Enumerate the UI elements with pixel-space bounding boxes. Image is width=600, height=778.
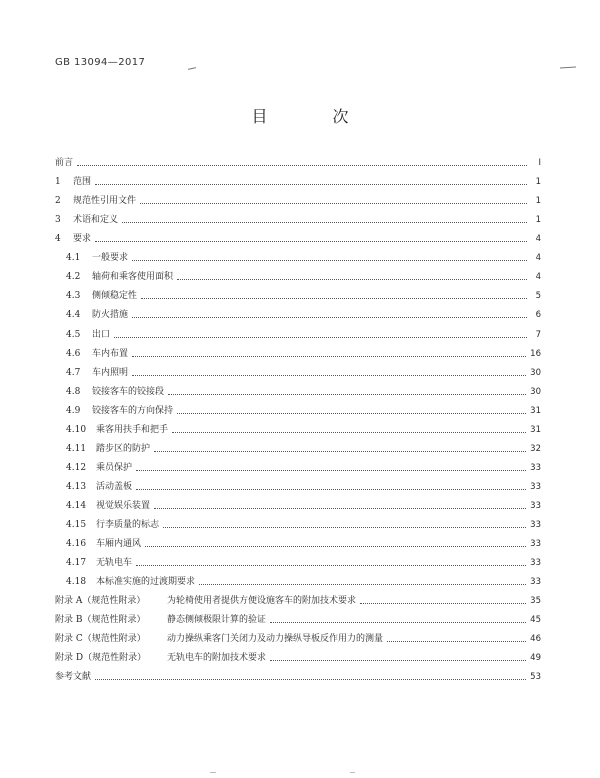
toc-entry[interactable] bbox=[55, 593, 541, 607]
dot-leader bbox=[114, 337, 527, 338]
toc-entry-label bbox=[66, 309, 128, 321]
toc-entry[interactable] bbox=[66, 269, 541, 283]
toc-entry-number: 4.13 bbox=[66, 481, 87, 492]
toc-entry-label bbox=[66, 443, 150, 455]
toc-entry-number: 4.18 bbox=[66, 577, 87, 588]
toc-entry-number: 4.1 bbox=[66, 253, 81, 264]
toc-entry-title: 参考文献 bbox=[55, 672, 92, 683]
dot-leader bbox=[387, 641, 526, 642]
toc-entry[interactable] bbox=[66, 555, 541, 569]
toc-entry[interactable] bbox=[55, 155, 541, 169]
toc-entry-label bbox=[66, 576, 195, 588]
dot-leader bbox=[168, 394, 526, 395]
toc-entry[interactable] bbox=[66, 517, 541, 531]
toc-entry-label bbox=[66, 348, 128, 360]
toc-entry-number: 4.11 bbox=[66, 443, 87, 454]
toc-entry-label bbox=[66, 557, 132, 569]
toc-entry-title: 静态侧倾极限计算的验证 bbox=[167, 615, 267, 626]
toc-entry-title: 为轮椅使用者提供方便设施客车的附加技术要求 bbox=[167, 596, 357, 607]
toc-entry-label bbox=[66, 500, 150, 512]
dot-leader bbox=[154, 508, 526, 509]
toc-entry-label bbox=[55, 195, 136, 207]
toc-entry-page-number: 4 bbox=[535, 234, 541, 245]
toc-entry-number: 3 bbox=[55, 215, 61, 226]
toc-entry-number: 4 bbox=[55, 234, 61, 245]
toc-entry-label bbox=[66, 462, 132, 474]
toc-entry-page-number: 32 bbox=[530, 443, 541, 454]
toc-entry-label bbox=[66, 329, 110, 341]
dot-leader bbox=[360, 603, 526, 604]
toc-entry[interactable] bbox=[66, 536, 541, 550]
toc-entry-number: 4.3 bbox=[66, 291, 81, 302]
dot-leader bbox=[177, 413, 526, 414]
toc-entry[interactable] bbox=[55, 193, 541, 207]
toc-entry[interactable] bbox=[66, 307, 541, 321]
toc-entry[interactable] bbox=[55, 612, 541, 626]
toc-title: 目 次 bbox=[251, 107, 379, 126]
toc-entry-page-number: 33 bbox=[530, 558, 541, 568]
dot-leader bbox=[270, 660, 526, 661]
toc-entry-title: 规范性引用文件 bbox=[73, 196, 137, 207]
toc-entry[interactable] bbox=[55, 650, 541, 664]
dot-leader bbox=[136, 565, 526, 566]
toc-entry-number: 4.10 bbox=[66, 424, 87, 435]
dot-leader bbox=[163, 527, 526, 528]
toc-entry-page-number: 30 bbox=[530, 386, 541, 397]
toc-entry[interactable] bbox=[66, 346, 541, 360]
dot-leader bbox=[141, 298, 527, 299]
toc-entry-title: 无轨电车的附加技术要求 bbox=[167, 653, 267, 664]
toc-entry[interactable] bbox=[66, 327, 541, 341]
toc-entry-title: 轴荷和乘客使用面积 bbox=[92, 272, 174, 283]
toc-entry-title: 车厢内通风 bbox=[96, 539, 142, 549]
toc-entry-label bbox=[55, 233, 91, 245]
dot-leader bbox=[154, 451, 526, 452]
dot-leader bbox=[145, 546, 526, 547]
toc-entry-number: 4.4 bbox=[66, 310, 81, 321]
toc-entry-number: 附录 A（规范性附录） bbox=[55, 596, 146, 607]
toc-entry[interactable] bbox=[66, 574, 541, 588]
toc-entry[interactable] bbox=[55, 212, 541, 226]
toc-entry-label bbox=[66, 271, 173, 283]
toc-entry[interactable] bbox=[66, 498, 541, 512]
toc-entry-page-number: 49 bbox=[530, 653, 541, 664]
toc-entry-title: 一般要求 bbox=[92, 253, 129, 264]
dot-leader bbox=[172, 432, 526, 433]
dot-leader bbox=[132, 317, 527, 318]
toc-entry[interactable] bbox=[55, 231, 541, 245]
toc-entry[interactable] bbox=[66, 288, 541, 302]
toc-entry-page-number: 53 bbox=[530, 672, 541, 683]
dot-leader bbox=[122, 222, 527, 223]
toc-entry-label bbox=[55, 671, 91, 683]
toc-entry[interactable] bbox=[55, 174, 541, 188]
toc-entry-title: 范围 bbox=[73, 177, 92, 188]
toc-entry-label bbox=[66, 386, 164, 398]
toc-entry-number: 附录 C（规范性附录） bbox=[55, 634, 146, 645]
toc-entry[interactable] bbox=[66, 460, 541, 474]
toc-entry-label bbox=[55, 214, 118, 226]
toc-entry[interactable] bbox=[66, 365, 541, 379]
toc-entry-label bbox=[66, 290, 137, 302]
toc-entry-title: 车内布置 bbox=[92, 348, 129, 359]
scan-artifact bbox=[560, 66, 576, 68]
toc-entry-page-number: 33 bbox=[530, 500, 541, 511]
toc-entry-page-number: 6 bbox=[535, 310, 541, 321]
toc-entry-page-number: 33 bbox=[530, 481, 541, 492]
toc-entry-page-number: 46 bbox=[530, 634, 541, 645]
toc-entry-title: 动力操纵乘客门关闭力及动力操纵导板反作用力的测量 bbox=[167, 634, 384, 645]
toc-entry-number: 4.7 bbox=[66, 367, 81, 378]
dot-leader bbox=[95, 679, 526, 680]
toc-entry-label bbox=[66, 538, 141, 550]
toc-entry-label bbox=[66, 252, 128, 264]
toc-entry-page-number: Ⅰ bbox=[538, 158, 541, 168]
toc-entry[interactable] bbox=[66, 479, 541, 493]
toc-entry-page-number: 35 bbox=[530, 596, 541, 607]
toc-entry[interactable] bbox=[66, 384, 541, 398]
toc-entry-title: 出口 bbox=[92, 329, 111, 340]
toc-entry-title: 术语和定义 bbox=[73, 215, 119, 226]
toc-entry-page-number: 16 bbox=[530, 348, 541, 359]
toc-entry-label bbox=[66, 424, 168, 436]
dot-leader bbox=[136, 489, 526, 490]
toc-entry-label bbox=[55, 633, 383, 645]
toc-entry-number: 4.14 bbox=[66, 500, 87, 511]
toc-entry-page-number: 7 bbox=[535, 329, 541, 340]
toc-entry-title: 本标准实施的过渡期要求 bbox=[96, 577, 196, 588]
toc-entry-title: 铰接客车的方向保持 bbox=[92, 405, 174, 416]
dot-leader bbox=[177, 279, 527, 280]
toc-entry-number: 4.15 bbox=[66, 520, 87, 530]
toc-entry-title: 铰接客车的铰接段 bbox=[92, 386, 165, 397]
toc-entry-number: 4.9 bbox=[66, 405, 81, 416]
scan-artifact bbox=[210, 772, 216, 773]
toc-entry-page-number: 30 bbox=[530, 367, 541, 378]
standard-code: GB 13094—2017 bbox=[55, 57, 146, 68]
toc-entry[interactable] bbox=[55, 669, 541, 683]
toc-entry-page-number: 5 bbox=[535, 291, 541, 302]
dot-leader bbox=[270, 622, 526, 623]
toc-entry-number: 附录 D（规范性附录） bbox=[55, 653, 147, 664]
toc-entry-label bbox=[66, 405, 173, 417]
toc-entry-title: 要求 bbox=[73, 234, 92, 245]
toc-entry-title: 前言 bbox=[55, 158, 74, 168]
toc-entry-label bbox=[55, 652, 266, 664]
dot-leader bbox=[132, 260, 527, 261]
toc-entry-number: 4.2 bbox=[66, 272, 81, 283]
toc-entry-number: 2 bbox=[55, 196, 61, 207]
dot-leader bbox=[132, 356, 526, 357]
dot-leader bbox=[95, 184, 527, 185]
toc-entry[interactable] bbox=[66, 441, 541, 455]
toc-entry-number: 4.8 bbox=[66, 386, 81, 397]
toc-entry-title: 防火措施 bbox=[92, 310, 129, 321]
toc-entry-title: 视觉娱乐装置 bbox=[96, 500, 151, 511]
toc-entry-number: 附录 B（规范性附录） bbox=[55, 615, 146, 626]
toc-entry-number: 4.6 bbox=[66, 348, 81, 359]
toc-entry-label bbox=[55, 157, 73, 169]
toc-entry-page-number: 33 bbox=[530, 462, 541, 473]
toc-entry-page-number: 1 bbox=[535, 215, 541, 226]
dot-leader bbox=[136, 470, 526, 471]
toc-entry-number: 4.5 bbox=[66, 329, 81, 340]
toc-entry-title: 行李质量的标志 bbox=[96, 520, 160, 530]
toc-entry-number: 4.17 bbox=[66, 558, 87, 568]
toc-entry-label bbox=[55, 614, 266, 626]
toc-entry-number: 1 bbox=[55, 177, 61, 188]
dot-leader bbox=[140, 203, 527, 204]
toc-entry-title: 无轨电车 bbox=[96, 558, 133, 568]
toc-entry-title: 乘客用扶手和把手 bbox=[96, 424, 169, 435]
toc-entry-page-number: 4 bbox=[535, 272, 541, 283]
toc-entry-title: 踏步区的防护 bbox=[96, 443, 151, 454]
toc-entry-title: 侧倾稳定性 bbox=[92, 291, 138, 302]
toc-entry-page-number: 31 bbox=[530, 405, 541, 416]
scan-artifact bbox=[350, 772, 355, 773]
toc-entry-label bbox=[55, 595, 356, 607]
toc-entry[interactable] bbox=[55, 631, 541, 645]
toc-entry[interactable] bbox=[66, 403, 541, 417]
toc-entry-page-number: 1 bbox=[535, 177, 541, 188]
toc-entry-label bbox=[66, 519, 159, 531]
toc-entry-number: 4.12 bbox=[66, 462, 87, 473]
toc-entry-title: 活动盖板 bbox=[96, 481, 133, 492]
dot-leader bbox=[199, 584, 526, 585]
toc-entry-label bbox=[66, 481, 132, 493]
toc-entry-number: 4.16 bbox=[66, 539, 87, 549]
toc-entry-page-number: 31 bbox=[530, 424, 541, 435]
toc-entry-page-number: 33 bbox=[530, 520, 541, 530]
dot-leader bbox=[132, 375, 526, 376]
scan-artifact bbox=[188, 67, 196, 70]
toc-entry-title: 乘员保护 bbox=[96, 462, 133, 473]
toc-entry-label bbox=[55, 176, 91, 188]
toc-entry-label bbox=[66, 367, 128, 379]
toc-entry-title: 车内照明 bbox=[92, 367, 129, 378]
toc-entry[interactable] bbox=[66, 250, 541, 264]
toc-entry-page-number: 33 bbox=[530, 539, 541, 549]
toc-entry[interactable] bbox=[66, 422, 541, 436]
toc-entry-page-number: 45 bbox=[530, 615, 541, 626]
dot-leader bbox=[95, 241, 527, 242]
toc-entry-page-number: 1 bbox=[535, 196, 541, 207]
dot-leader bbox=[77, 165, 527, 166]
toc-entry-page-number: 33 bbox=[530, 577, 541, 588]
toc-entry-page-number: 4 bbox=[535, 253, 541, 264]
